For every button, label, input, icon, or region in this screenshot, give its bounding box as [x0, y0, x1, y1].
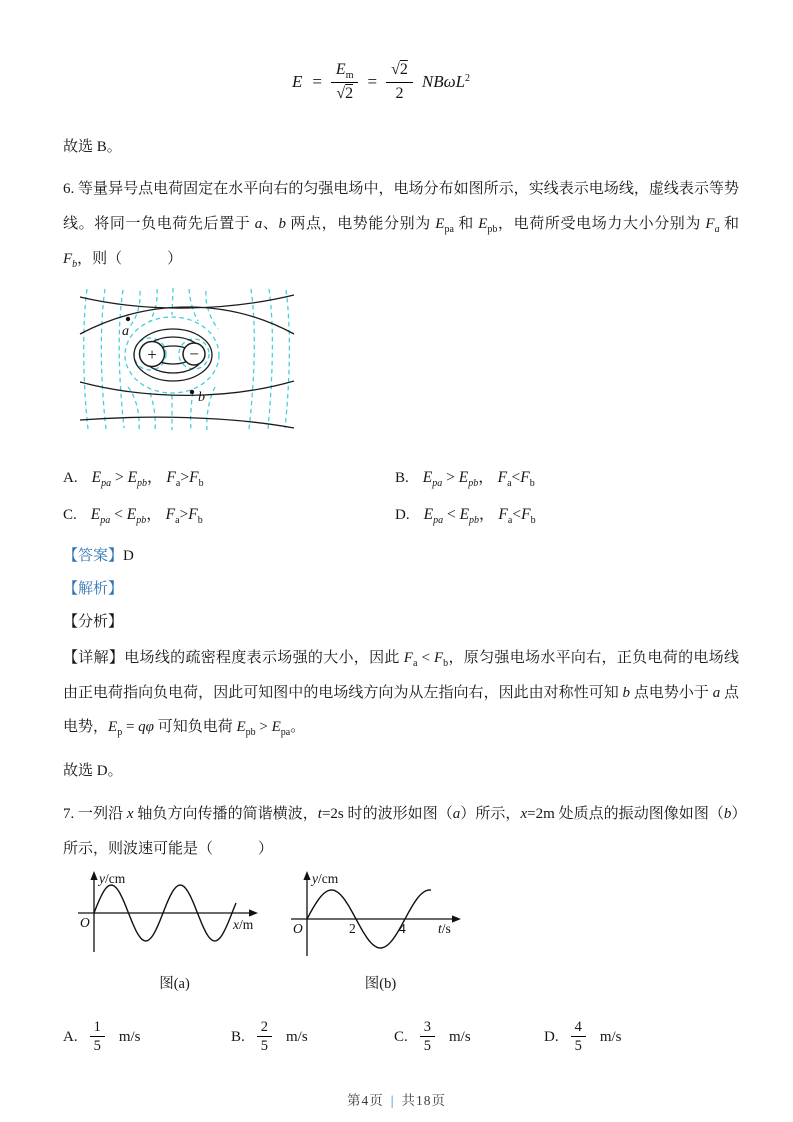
q6-option-c	[63, 504, 395, 526]
q6-option-d	[395, 504, 739, 526]
option-math: $E_{pa} < E_{pb}$， $F_a>F_b$	[90, 506, 203, 527]
fraction	[90, 1019, 105, 1054]
q6-conclusion: 故选 D。	[63, 763, 123, 780]
point-b-dot	[190, 390, 194, 394]
tick-label-2: 2	[349, 921, 356, 937]
x-axis-label: t/s	[438, 921, 451, 937]
fraction-numerator: $E_m$	[331, 60, 359, 83]
fraction-denominator: 5	[574, 1038, 582, 1055]
y-axis-arrow	[303, 871, 310, 880]
option-math: $E_{pa} < E_{pb}$， $F_a<F_b$	[423, 506, 536, 527]
option-unit: m/s	[118, 1028, 141, 1045]
option-label: D.	[395, 506, 410, 523]
q7-option-c	[394, 1019, 544, 1054]
fraction-denominator: 2	[395, 84, 404, 102]
graph-a-box	[77, 870, 272, 993]
y-axis-label: y/cm	[99, 871, 126, 887]
option-label: D.	[544, 1028, 559, 1045]
q7-option-a	[63, 1019, 231, 1054]
option-unit: m/s	[599, 1028, 622, 1045]
option-label: C.	[63, 506, 77, 523]
point-a-label: a	[122, 324, 129, 340]
x-axis-label: x/m	[233, 917, 254, 933]
point-b-label: b	[198, 390, 205, 406]
option-label: A.	[63, 469, 78, 486]
q6-option-b	[395, 467, 739, 489]
tick-label-4: 4	[399, 921, 406, 937]
q5-conclusion: 故选 B。	[63, 138, 122, 155]
point-a-dot	[126, 317, 130, 321]
fraction-em-over-sqrt2	[331, 60, 359, 105]
fenxi-label: 【分析】	[63, 613, 124, 630]
q6-options	[63, 467, 739, 525]
q7-option-b	[231, 1019, 394, 1054]
option-label: A.	[63, 1028, 78, 1045]
plus-sign: +	[147, 345, 157, 365]
x-axis-arrow	[452, 916, 461, 923]
option-unit: m/s	[449, 1028, 471, 1045]
graph-b-box	[288, 870, 473, 993]
q7-graphs	[77, 870, 739, 993]
q6-detail: 【详解】电场线的疏密程度表示场强的大小，因此 $F_a < F_b$，原匀强电场水平向右，正负电荷的电场线由正电荷指向负电荷，因此可知图中的电场线方向为从左指向右，因此由对称性可知 b 点电势小于 a 点电势，$E_p = q\varphi$ 可知负电荷 $E_{pb} > E_{pa}$。	[63, 649, 739, 739]
answer-value: D	[123, 547, 134, 564]
fraction	[420, 1019, 435, 1054]
q7-stem: 7. 一列沿 x 轴负方向传播的简谐横波，t=2s 时的波形如图（a）所示，x=2m 处质点的振动图像如图（b）所示，则波速可能是（ ）	[63, 805, 739, 857]
y-axis-arrow	[90, 871, 97, 880]
option-math: $E_{pa} > E_{pb}$， $F_a<F_b$	[422, 469, 535, 490]
q6-jiexi-line	[63, 573, 739, 606]
fraction-denominator: √2	[336, 84, 354, 102]
graph-a-caption: 图(a)	[159, 976, 190, 993]
footer-page-number: 第4页	[347, 1093, 384, 1108]
equals-sign: =	[367, 72, 378, 92]
y-axis-label: y/cm	[312, 871, 339, 887]
minus-sign: −	[189, 344, 199, 364]
graph-b-waveform	[288, 870, 473, 970]
q6-stem: 6. 等量异号点电荷固定在水平向右的匀强电场中，电场分布如图所示，实线表示电场线，虚线表示等势线。将同一负电荷先后置于 a、b 两点，电势能分别为 $E_{pa}$ 和 $E_{pb}$，电荷所受电场力大小分别为 $F_a$ 和 $F_b$，则（ ）	[63, 181, 739, 270]
formula-lhs: E	[291, 72, 303, 92]
fraction-denominator: 5	[260, 1038, 269, 1055]
footer-total-pages: 共18页	[401, 1093, 446, 1108]
option-label: B.	[395, 469, 409, 486]
option-math: $E_{pa} > E_{pb}$， $F_a>F_b$	[91, 469, 204, 490]
q6-answer-line	[63, 540, 739, 573]
fraction-numerator: √2	[386, 60, 413, 83]
q6-fenxi-line	[63, 606, 739, 639]
emf-formula	[63, 60, 699, 105]
fraction-numerator: 4	[571, 1019, 586, 1037]
q7-option-d	[544, 1019, 739, 1054]
footer-divider: |	[390, 1093, 395, 1108]
x-axis-arrow	[249, 910, 258, 917]
formula-tail: NBωL$^2$	[421, 72, 471, 92]
option-label: C.	[394, 1028, 408, 1045]
origin-label: O	[80, 915, 90, 931]
q6-option-a	[63, 467, 395, 489]
fraction	[571, 1019, 586, 1054]
graph-b-caption: 图(b)	[364, 976, 397, 993]
page-footer	[0, 1089, 793, 1109]
fraction	[257, 1019, 272, 1054]
fraction-numerator: 3	[420, 1019, 435, 1037]
q6-field-figure	[78, 285, 296, 433]
fraction-numerator: 2	[257, 1019, 272, 1037]
jiexi-label: 【解析】	[63, 580, 124, 597]
fraction-numerator: 1	[90, 1019, 105, 1037]
answer-label: 【答案】	[63, 547, 124, 564]
graph-a-waveform	[77, 870, 272, 970]
equals-sign: =	[312, 72, 322, 92]
fraction-denominator: 5	[423, 1038, 432, 1055]
origin-label: O	[293, 921, 303, 937]
charge-pair	[140, 342, 206, 367]
option-label: B.	[231, 1028, 245, 1045]
fraction-denominator: 5	[93, 1038, 101, 1055]
q7-options	[63, 1019, 739, 1054]
option-unit: m/s	[286, 1028, 308, 1045]
fraction-sqrt2-over-2	[386, 60, 413, 105]
